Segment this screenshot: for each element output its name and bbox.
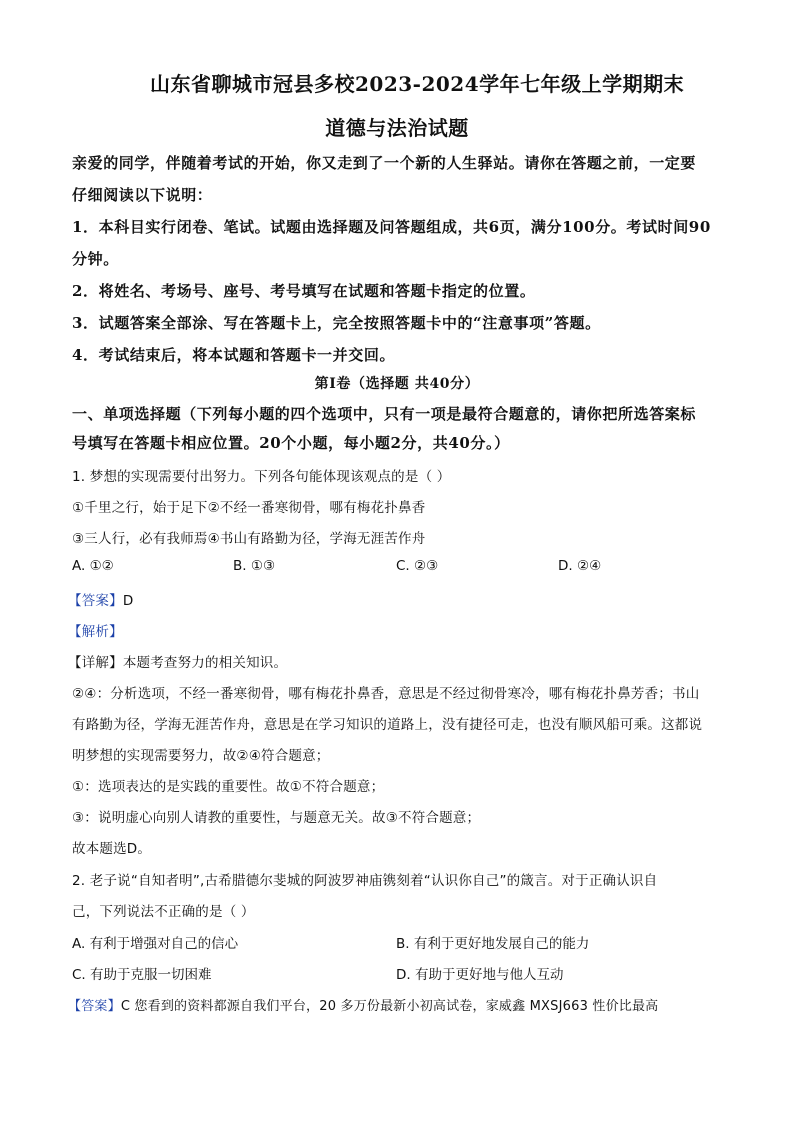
question-1-analysis [68,620,123,640]
question-1-item-line-a: ①千里之行，始于足下②不经一番寒彻骨，哪有梅花扑鼻香 [72,500,426,516]
detail-text: 本题考查努力的相关知识。 [122,655,288,671]
analysis-tag: 【解析】 [68,624,123,640]
explanation-line-1: ②④：分析选项，不经一番寒彻骨，哪有梅花扑鼻香，意思是不经过彻骨寒冷，哪有梅花扑鼻芳香；书山 [72,686,700,702]
explanation-conclusion: 故本题选D。 [72,841,152,857]
explanation-line-5: ③：说明虚心向别人请教的重要性，与题意无关。故③不符合题意； [72,810,481,826]
intro-line-2: 仔细阅读以下说明： [72,186,213,204]
question-1-item-line-b: ③三人行，必有我师焉④书山有路勤为径，学海无涯苦作舟 [72,531,426,547]
explanation-line-3: 明梦想的实现需要努力，故②④符合题意； [72,748,330,764]
question-2-stem: 2. 老子说“自知者明”,古希腊德尔斐城的阿波罗神庙镌刻着“认识你自己”的箴言。对于正确认识自 [72,873,658,889]
question-1-option-c: C. ②③ [396,558,439,574]
question-1-detail [68,651,287,671]
rule-2: 2．将姓名、考场号、座号、考号填写在试题和答题卡指定的位置。 [72,282,536,300]
question-1-option-b: B. ①③ [233,558,276,574]
explanation-line-4: ①：选项表达的是实践的重要性。故①不符合题意； [72,779,385,795]
question-2-option-a: A. 有利于增强对自己的信心 [72,936,239,952]
exam-subject-title: 道德与法治试题 [325,116,469,140]
answer-tag: 【答案】 [68,999,121,1014]
detail-tag: 【详解】 [68,655,123,671]
question-2-answer [68,995,658,1014]
question-1-option-a: A. ①② [72,558,114,574]
part-title: 第Ⅰ卷（选择题 共40分） [314,376,480,392]
answer-tag: 【答案】 [68,593,123,609]
explanation-line-2: 有路勤为径，学海无涯苦作舟，意思是在学习知识的道路上，没有捷径可走，也没有顺风船可乘。这都说 [72,717,703,733]
question-2-option-d: D. 有助于更好地与他人互动 [396,967,564,983]
question-1-answer [68,589,133,609]
rule-3: 3．试题答案全部涂、写在答题卡上，完全按照答题卡中的“注意事项”答题。 [72,314,601,332]
answer-value: D [122,593,134,609]
rule-4: 4．考试结束后，将本试题和答题卡一并交回。 [72,346,396,364]
section-heading: 一、单项选择题（下列每小题的四个选项中，只有一项是最符合题意的，请你把所选答案标 [72,405,697,423]
question-1-stem: 1. 梦想的实现需要付出努力。下列各句能体现该观点的是（ ） [72,469,451,485]
question-1-option-d: D. ②④ [558,558,602,574]
rule-1: 1．本科目实行闭卷、笔试。试题由选择题及问答题组成，共6页，满分100分。考试时间90 [72,218,711,236]
question-2-option-b: B. 有利于更好地发展自己的能力 [396,936,590,952]
question-2-stem-cont: 己，下列说法不正确的是（ ） [72,904,255,920]
intro-line-1: 亲爱的同学，伴随着考试的开始，你又走到了一个新的人生驿站。请你在答题之前，一定要 [72,154,697,172]
answer-text: C 您看到的资料都源自我们平台，20 多万份最新小初高试卷，家威鑫 MXSJ663 性价比最高 [120,999,659,1014]
exam-title: 山东省聊城市冠县多校2023-2024学年七年级上学期期末 [150,72,685,96]
section-heading-cont: 号填写在答题卡相应位置。20个小题，每小题2分，共40分。） [72,434,510,452]
rule-1-cont: 分钟。 [72,250,119,268]
question-2-option-c: C. 有助于克服一切困难 [72,967,212,983]
